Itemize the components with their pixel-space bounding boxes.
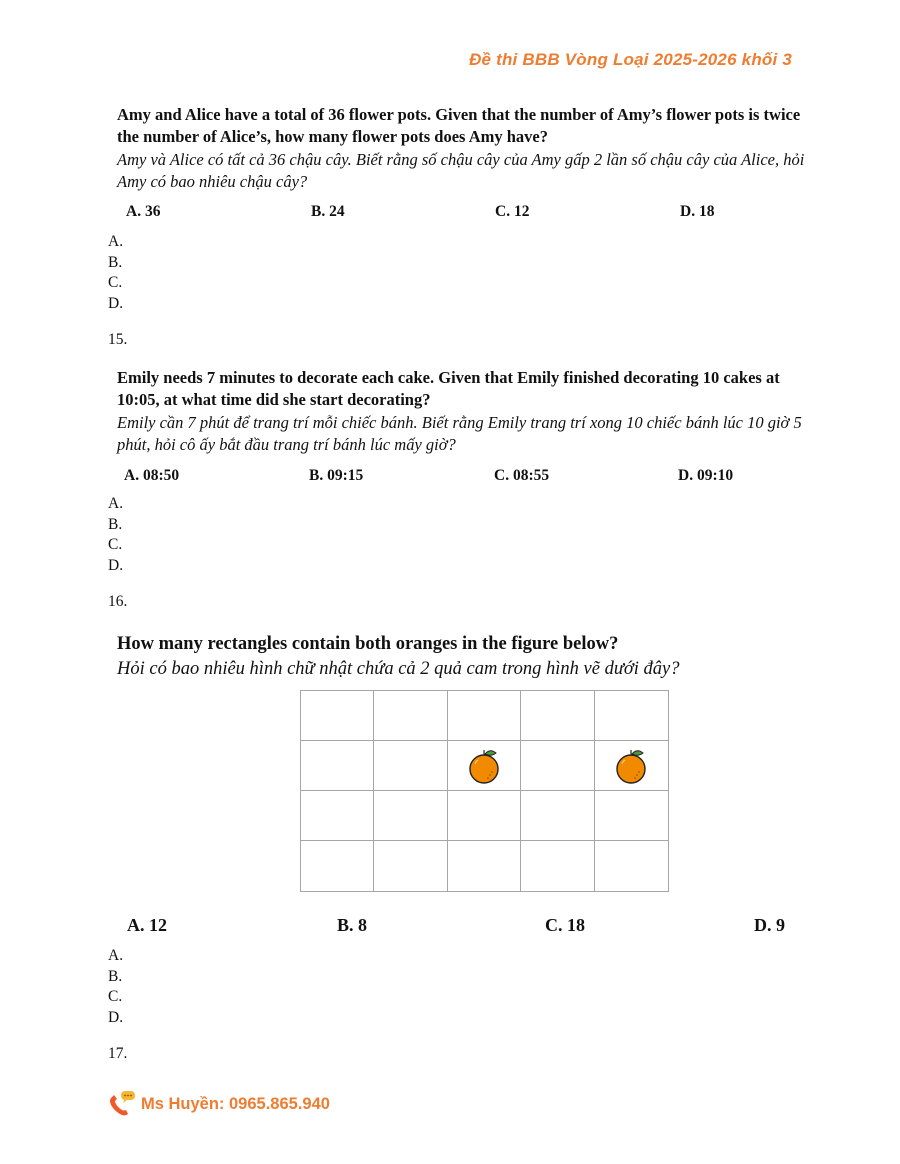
- grid-cell: [301, 741, 374, 791]
- orange-grid-figure: [300, 690, 669, 892]
- answer-letter-a: A.: [108, 495, 124, 512]
- question-number: 15.: [108, 331, 128, 348]
- option-b: B. 24: [311, 203, 345, 220]
- phone-chat-icon: [107, 1090, 137, 1118]
- grid-cell: [448, 841, 521, 891]
- grid-cell: [595, 841, 668, 891]
- answer-letter-c: C.: [108, 988, 123, 1005]
- grid-cell: [374, 841, 447, 891]
- option-a: A. 08:50: [124, 467, 180, 484]
- grid-cell: [448, 741, 521, 791]
- option-c: C. 12: [495, 203, 530, 220]
- orange-icon: [466, 747, 502, 785]
- page-header-title: Đề thi BBB Vòng Loại 2025-2026 khối 3: [469, 50, 792, 69]
- option-b: B. 8: [337, 915, 368, 935]
- answer-letter-b: B.: [108, 253, 123, 271]
- answer-letter-d: D.: [108, 556, 124, 574]
- option-d: D. 9: [754, 915, 785, 935]
- option-a: A. 12: [127, 915, 167, 935]
- grid-cell: [374, 741, 447, 791]
- grid-cell: [595, 741, 668, 791]
- question-3-text-en: How many rectangles contain both oranges in the figure below?: [117, 634, 619, 654]
- question-1-text-vi: Amy và Alice có tất cả 36 chậu cây. Biết rằng số chậu cây của Amy gấp 2 lần số chậu cây của Alice, hỏi Amy có bao nhiêu chậu cây?: [117, 150, 805, 191]
- answer-letters: [108, 494, 123, 576]
- footer-contact-text: Ms Huyền: 0965.865.940: [141, 1094, 330, 1113]
- grid-cell: [301, 691, 374, 741]
- orange-icon: [613, 747, 649, 785]
- option-b: B. 09:15: [309, 467, 364, 484]
- grid-cell: [595, 791, 668, 841]
- grid-cell: [521, 791, 594, 841]
- grid-cell: [521, 841, 594, 891]
- question-2-options: [0, 467, 900, 489]
- option-a: A. 36: [126, 203, 161, 220]
- answer-letter-d: D.: [108, 294, 124, 312]
- answer-letter-a: A.: [108, 947, 124, 964]
- question-3-text-vi: Hỏi có bao nhiêu hình chữ nhật chứa cả 2 quả cam trong hình vẽ dưới đây?: [117, 659, 680, 679]
- grid-cell: [448, 691, 521, 741]
- answer-letters: [108, 232, 123, 314]
- answer-letter-b: B.: [108, 515, 123, 533]
- answer-letter-c: C.: [108, 536, 123, 553]
- question-1-options: [0, 203, 900, 225]
- answer-letter-c: C.: [108, 274, 123, 291]
- grid-cell: [374, 691, 447, 741]
- answer-letter-b: B.: [108, 967, 123, 985]
- grid-cell: [595, 691, 668, 741]
- answer-letter-a: A.: [108, 233, 124, 250]
- grid-cell: [448, 791, 521, 841]
- question-1-text-en: Amy and Alice have a total of 36 flower pots. Given that the number of Amy’s flower pots is twice the number of Alice’s, how many flower pots does Amy have?: [117, 105, 801, 146]
- grid-cell: [374, 791, 447, 841]
- grid-cell: [301, 841, 374, 891]
- question-2-text-en: Emily needs 7 minutes to decorate each cake. Given that Emily finished decorating 10 cakes at 10:05, at what time did she start decorating?: [117, 368, 780, 409]
- option-d: D. 18: [680, 203, 715, 220]
- question-number: 16.: [108, 593, 128, 610]
- grid-cell: [301, 791, 374, 841]
- option-c: C. 18: [545, 915, 585, 935]
- footer-contact: [107, 1090, 330, 1118]
- grid-cell: [521, 691, 594, 741]
- option-c: C. 08:55: [494, 467, 550, 484]
- option-d: D. 09:10: [678, 467, 734, 484]
- question-number: 17.: [108, 1045, 128, 1062]
- grid-cell: [521, 741, 594, 791]
- answer-letters: [108, 946, 123, 1028]
- answer-letter-d: D.: [108, 1008, 124, 1026]
- question-2-text-vi: Emily cần 7 phút để trang trí mỗi chiếc bánh. Biết rằng Emily trang trí xong 10 chiếc bánh lúc 10 giờ 5 phút, hỏi cô ấy bắt đầu trang trí bánh lúc mấy giờ?: [117, 413, 802, 454]
